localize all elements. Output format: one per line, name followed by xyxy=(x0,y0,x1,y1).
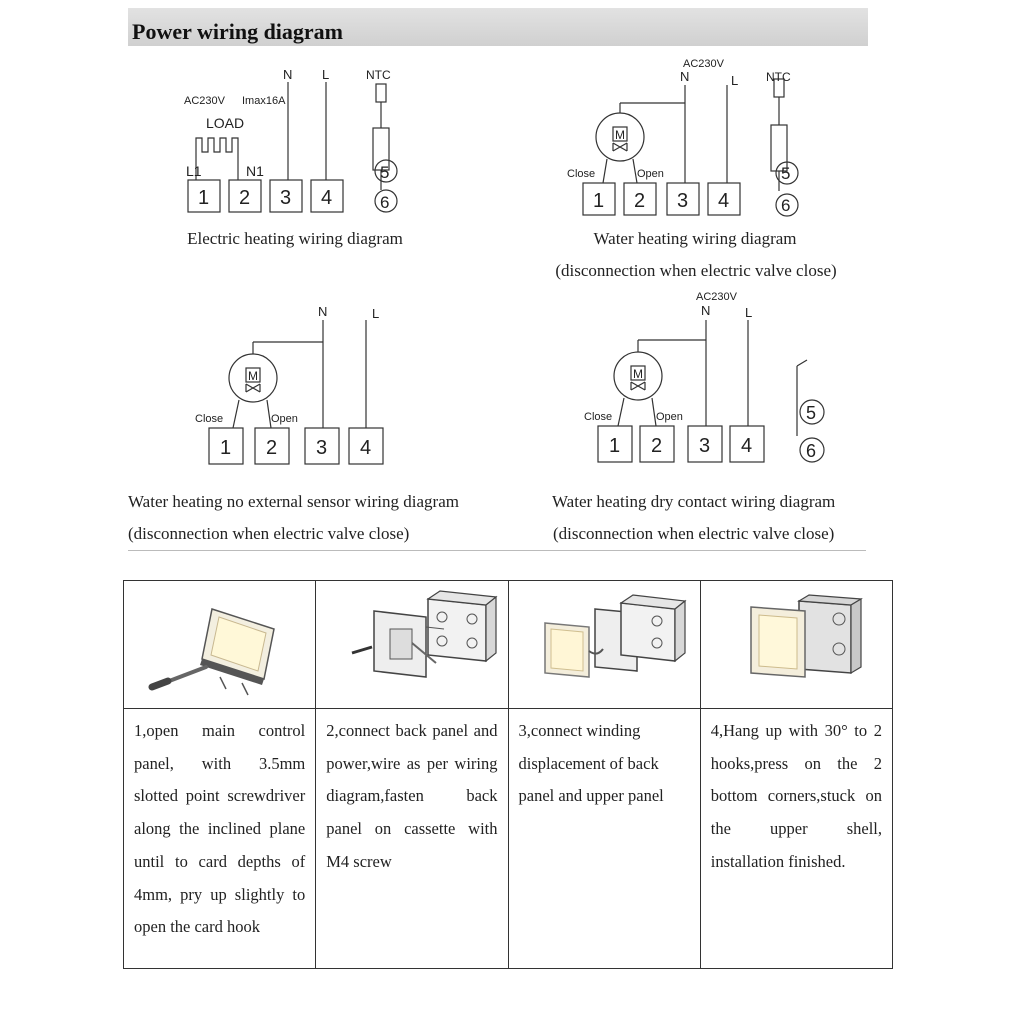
close-label-3: Close xyxy=(195,413,224,425)
back-panel-box-illustration xyxy=(316,581,506,708)
electric-heating-diagram xyxy=(180,60,420,220)
n1-label: N1 xyxy=(246,163,264,179)
caption-nosensor-2: (disconnection when electric valve close) xyxy=(128,524,410,543)
terminal-1: 1 xyxy=(198,187,210,209)
title-bar xyxy=(128,8,868,46)
l-label-4: L xyxy=(745,305,753,320)
terminal-3c: 3 xyxy=(316,437,328,459)
section-divider xyxy=(128,550,866,551)
terminal-4: 4 xyxy=(321,187,333,209)
terminal-3: 3 xyxy=(280,187,292,209)
l-label-3: L xyxy=(372,306,380,321)
step-4-text: 4,Hang up with 30° to 2 hooks,press on the 2 bottom corners,stuck on the upper shell, installation finished. xyxy=(710,721,882,871)
step-2-text: 2,connect back panel and power,wire as per wiring diagram,fasten back panel on cassette with M4 screw xyxy=(326,721,498,871)
step-1-image xyxy=(124,581,316,709)
water-no-sensor-diagram xyxy=(195,298,405,473)
valve-m-2: M xyxy=(615,128,625,142)
terminal-5: 5 xyxy=(380,163,390,182)
terminal-2c: 2 xyxy=(266,437,278,459)
caption-drycontact-1: Water heating dry contact wiring diagram xyxy=(552,492,836,511)
terminal-2b: 2 xyxy=(634,190,646,212)
step-2-image xyxy=(316,581,508,709)
valve-m-4: M xyxy=(633,367,643,381)
ac-label: AC230V xyxy=(184,95,225,107)
terminal-6: 6 xyxy=(380,193,390,212)
close-label-4: Close xyxy=(584,411,613,423)
caption-water-1: Water heating wiring diagram xyxy=(593,229,797,248)
n-label-2: N xyxy=(680,69,690,84)
n-label: N xyxy=(283,67,293,82)
terminal-6b: 6 xyxy=(781,196,791,215)
terminal-1c: 1 xyxy=(220,437,232,459)
terminal-2d: 2 xyxy=(651,435,663,457)
caption-water-2: (disconnection when electric valve close) xyxy=(555,261,837,280)
step-3-image xyxy=(508,581,700,709)
panel-screwdriver-illustration xyxy=(124,581,314,708)
valve-m-3: M xyxy=(248,369,258,383)
terminal-6d: 6 xyxy=(806,441,817,461)
terminal-4d: 4 xyxy=(741,435,753,457)
close-label-2: Close xyxy=(567,168,596,180)
step-1-text: 1,open main control panel, with 3.5mm slotted point screwdriver along the inclined plane until to card depths of 4mm, pry up slightly to open the card hook xyxy=(134,721,306,937)
water-dry-contact-diagram xyxy=(580,288,830,473)
terminal-5b: 5 xyxy=(781,164,791,183)
terminal-1b: 1 xyxy=(593,190,605,212)
step-4-image xyxy=(700,581,892,709)
n-label-4: N xyxy=(701,303,711,318)
terminal-4c: 4 xyxy=(360,437,372,459)
ntc-label-2: NTC xyxy=(766,70,791,84)
installation-steps-table xyxy=(123,580,893,969)
ac-label-2: AC230V xyxy=(683,58,724,70)
ntc-label: NTC xyxy=(366,68,391,82)
open-label-3: Open xyxy=(271,413,298,425)
finished-installation-illustration xyxy=(701,581,891,708)
terminal-2: 2 xyxy=(239,187,251,209)
page-title: Power wiring diagram xyxy=(132,19,344,44)
l1-label: L1 xyxy=(186,163,202,179)
step-3-text: 3,connect winding displacement of back panel and upper panel xyxy=(518,721,664,806)
caption-nosensor-1: Water heating no external sensor wiring diagram xyxy=(128,492,459,511)
n-label-3: N xyxy=(318,304,328,319)
l-label: L xyxy=(322,67,330,82)
ribbon-connect-illustration xyxy=(509,581,699,708)
l-label-2: L xyxy=(731,73,739,88)
terminal-5d: 5 xyxy=(806,403,817,423)
open-label-4: Open xyxy=(656,411,683,423)
imax-label: Imax16A xyxy=(242,95,286,107)
terminal-1d: 1 xyxy=(609,435,621,457)
caption-electric: Electric heating wiring diagram xyxy=(187,229,403,248)
water-heating-diagram xyxy=(565,55,815,225)
terminal-4b: 4 xyxy=(718,190,730,212)
caption-drycontact-2: (disconnection when electric valve close) xyxy=(553,524,835,543)
load-label: LOAD xyxy=(206,115,245,131)
open-label-2: Open xyxy=(637,168,664,180)
terminal-3d: 3 xyxy=(699,435,711,457)
ac-label-4: AC230V xyxy=(696,291,737,303)
terminal-3b: 3 xyxy=(677,190,689,212)
